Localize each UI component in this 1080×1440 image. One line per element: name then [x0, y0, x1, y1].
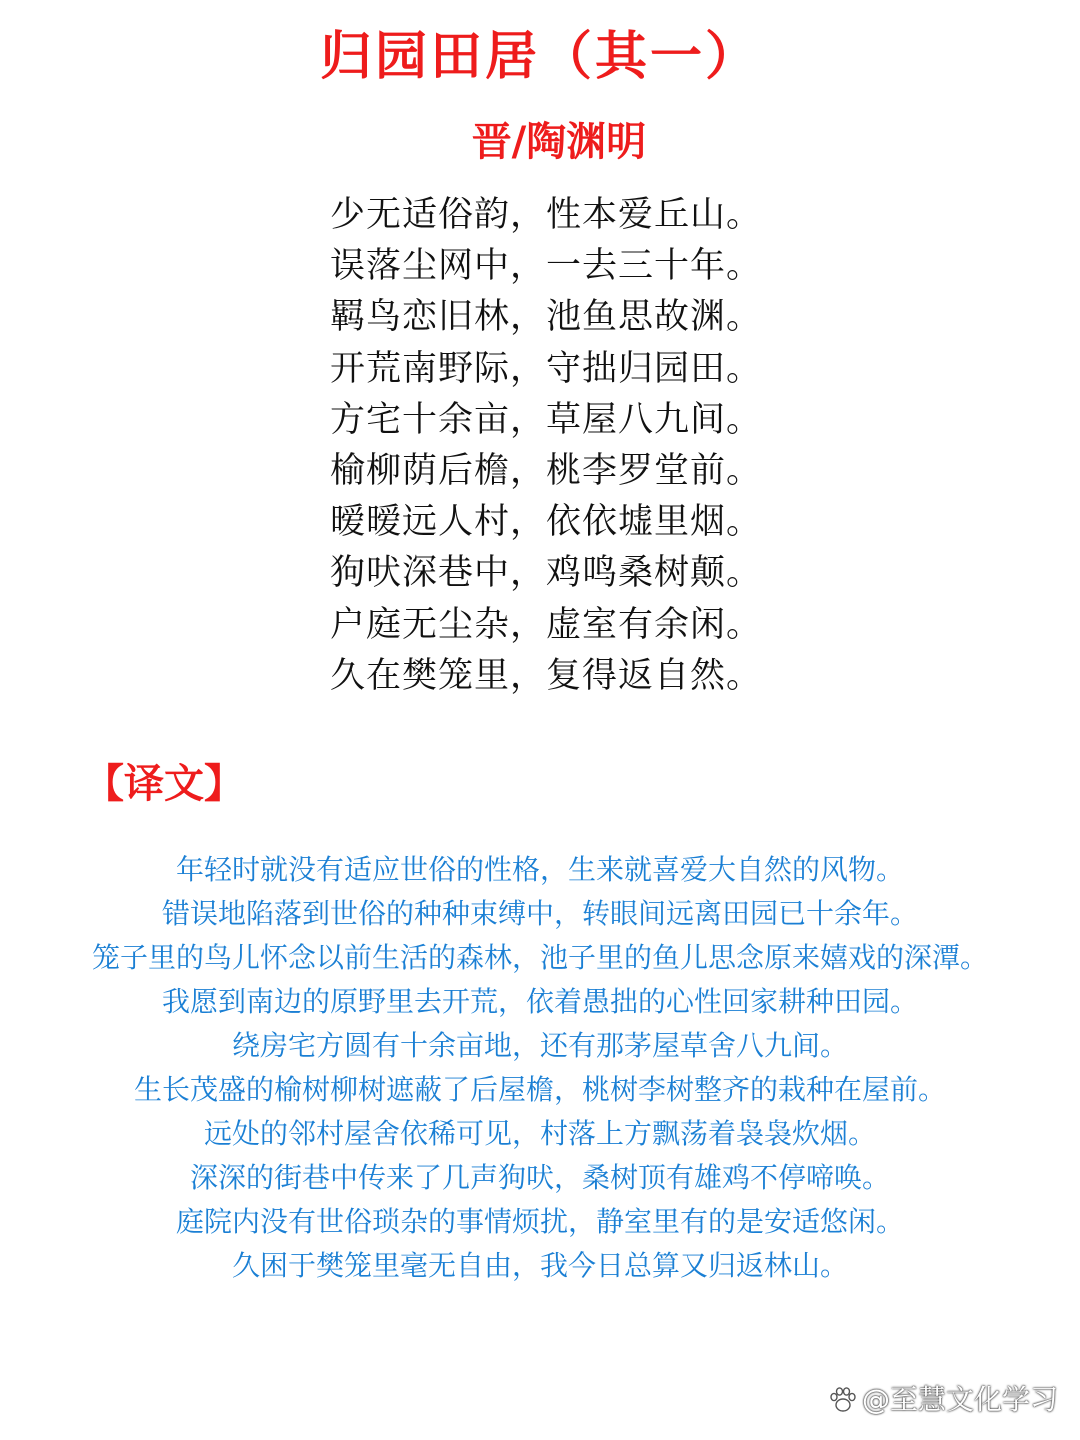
poem-line: 暧暧远人村，依依墟里烟。 — [330, 502, 763, 543]
translation-line: 我愿到南边的原野里去开荒，依着愚拙的心性回家耕种田园。 — [161, 985, 918, 1018]
poem-line: 久在樊笼里，复得返自然。 — [330, 655, 763, 696]
poem-line: 狗吠深巷中，鸡鸣桑树颠。 — [330, 553, 763, 594]
poem-line: 榆柳荫后檐，桃李罗堂前。 — [330, 450, 763, 491]
poem-line: 误落尘网中，一去三十年。 — [330, 246, 763, 287]
translation-line: 深深的街巷中传来了几声狗吠，桑树顶有雄鸡不停啼唤。 — [189, 1161, 890, 1194]
watermark-text: @至慧文化学习 — [861, 1383, 1058, 1416]
poem-line: 方宅十余亩，草屋八九间。 — [330, 399, 763, 440]
translation-line: 错误地陷落到世俗的种种束缚中，转眼间远离田园已十余年。 — [161, 897, 918, 930]
translation-line: 远处的邻村屋舍依稀可见，村落上方飘荡着袅袅炊烟。 — [203, 1117, 876, 1150]
poem-line: 少无适俗韵，性本爱丘山。 — [330, 195, 763, 235]
translation-line: 笼子里的鸟儿怀念以前生活的森林，池子里的鱼儿思念原来嬉戏的深潭。 — [91, 941, 988, 974]
translation-line: 庭院内没有世俗琐杂的事情烦扰，静室里有的是安适悠闲。 — [175, 1205, 904, 1238]
poem-author: 晋/陶渊明 — [471, 119, 647, 165]
watermark — [828, 1380, 1058, 1420]
poem-line: 羁鸟恋旧林，池鱼思故渊。 — [330, 297, 763, 338]
poem-title: 归园田居（其一） — [319, 27, 760, 87]
poem-line: 户庭无尘杂，虚室有余闲。 — [330, 604, 763, 645]
translation-line: 绕房宅方圆有十余亩地，还有那茅屋草舍八九间。 — [231, 1029, 848, 1062]
poem-line: 开荒南野际，守拙归园田。 — [330, 348, 763, 389]
paw-icon — [828, 1385, 858, 1415]
translation-body — [0, 848, 1080, 1288]
translation-line: 生长茂盛的榆树柳树遮蔽了后屋檐，桃树李树整齐的栽种在屋前。 — [133, 1073, 946, 1106]
translation-line: 久困于樊笼里毫无自由，我今日总算又归返林山。 — [231, 1249, 848, 1282]
translation-heading: 【译文】 — [84, 761, 244, 807]
poem-body — [330, 190, 790, 702]
translation-line: 年轻时就没有适应世俗的性格，生来就喜爱大自然的风物。 — [175, 853, 904, 886]
